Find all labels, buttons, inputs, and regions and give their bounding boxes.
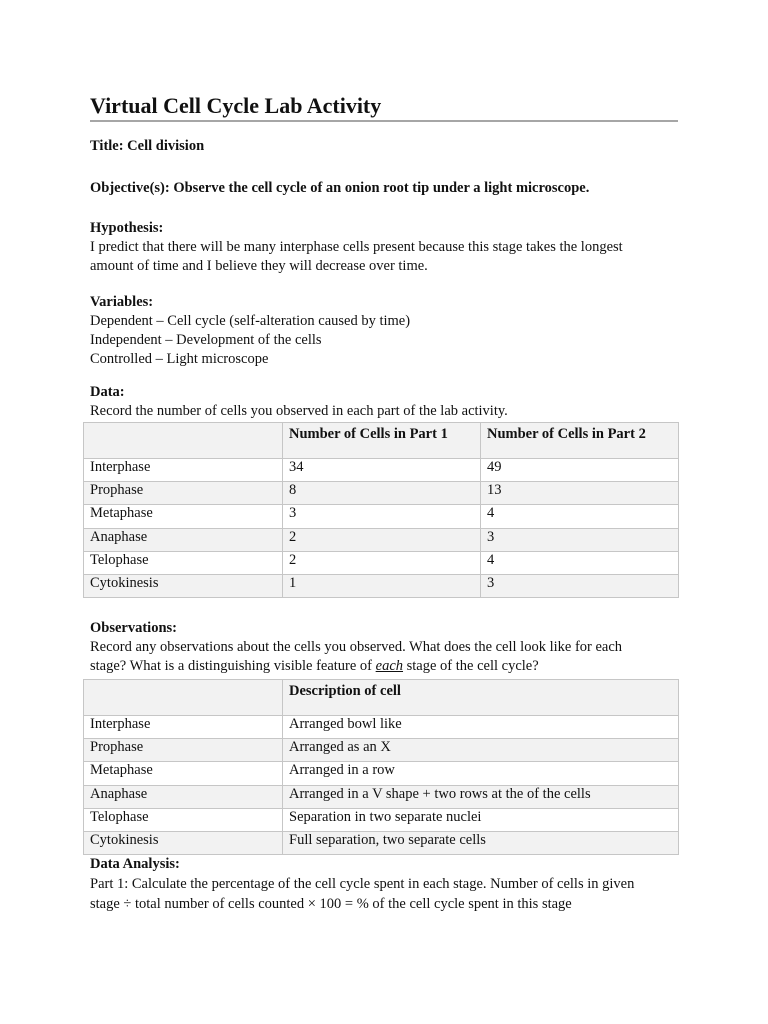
table-row bbox=[84, 575, 679, 598]
count-cell: 4 bbox=[481, 552, 679, 575]
hypothesis-line: amount of time and I believe they will decrease over time. bbox=[90, 258, 428, 274]
table-row bbox=[84, 529, 679, 552]
count-cell: 2 bbox=[283, 529, 481, 552]
table-header-row bbox=[84, 680, 679, 716]
table-header-cell bbox=[84, 680, 283, 716]
table-row bbox=[84, 809, 679, 832]
table-header-cell: Description of cell bbox=[283, 680, 679, 716]
count-cell: 4 bbox=[481, 505, 679, 529]
count-cell: 3 bbox=[481, 575, 679, 598]
document-title: Virtual Cell Cycle Lab Activity bbox=[90, 93, 678, 122]
stage-cell: Metaphase bbox=[84, 505, 283, 529]
data-table bbox=[83, 422, 679, 598]
stage-cell: Anaphase bbox=[84, 529, 283, 552]
stage-cell: Cytokinesis bbox=[84, 575, 283, 598]
observations-table bbox=[83, 679, 679, 855]
hypothesis-section bbox=[90, 219, 680, 276]
stage-cell: Telophase bbox=[84, 552, 283, 575]
description-cell: Arranged in a row bbox=[283, 762, 679, 786]
table-row bbox=[84, 482, 679, 505]
analysis-line: stage ÷ total number of cells counted × 100 = % of the cell cycle spent in this stage bbox=[90, 896, 572, 912]
hypothesis-line: I predict that there will be many interphase cells present because this stage takes the longest bbox=[90, 239, 623, 255]
observations-text: stage? What is a distinguishing visible feature of bbox=[90, 658, 376, 674]
stage-cell: Telophase bbox=[84, 809, 283, 832]
observations-heading: Observations: bbox=[90, 620, 177, 636]
stage-cell: Anaphase bbox=[84, 786, 283, 809]
table-header-cell: Number of Cells in Part 1 bbox=[283, 423, 481, 459]
hypothesis-heading: Hypothesis: bbox=[90, 220, 164, 236]
count-cell: 49 bbox=[481, 459, 679, 482]
count-cell: 2 bbox=[283, 552, 481, 575]
description-cell: Separation in two separate nuclei bbox=[283, 809, 679, 832]
description-cell: Arranged in a V shape + two rows at the of the cells bbox=[283, 786, 679, 809]
variable-independent: Independent – Development of the cells bbox=[90, 332, 322, 348]
observations-section bbox=[90, 619, 680, 676]
variables-section bbox=[90, 293, 680, 369]
variable-dependent: Dependent – Cell cycle (self-alteration caused by time) bbox=[90, 313, 411, 329]
analysis-line: Part 1: Calculate the percentage of the cell cycle spent in each stage. Number of cells in given bbox=[90, 876, 635, 892]
count-cell: 13 bbox=[481, 482, 679, 505]
count-cell: 1 bbox=[283, 575, 481, 598]
stage-cell: Cytokinesis bbox=[84, 832, 283, 855]
table-row bbox=[84, 459, 679, 482]
description-cell: Full separation, two separate cells bbox=[283, 832, 679, 855]
data-instruction: Record the number of cells you observed in each part of the lab activity. bbox=[90, 403, 508, 419]
emphasis-each: each bbox=[375, 658, 404, 674]
variables-heading: Variables: bbox=[90, 294, 154, 310]
count-cell: 3 bbox=[481, 529, 679, 552]
stage-cell: Prophase bbox=[84, 482, 283, 505]
stage-cell: Interphase bbox=[84, 459, 283, 482]
stage-cell: Interphase bbox=[84, 716, 283, 739]
table-header-row bbox=[84, 423, 679, 459]
observations-instruction bbox=[90, 657, 680, 676]
stage-cell: Metaphase bbox=[84, 762, 283, 786]
count-cell: 3 bbox=[283, 505, 481, 529]
observations-instruction: Record any observations about the cells you observed. What does the cell look like for each bbox=[90, 639, 623, 655]
objective-line: Objective(s): Observe the cell cycle of an onion root tip under a light microscope. bbox=[90, 180, 590, 196]
stage-cell: Prophase bbox=[84, 739, 283, 762]
table-row bbox=[84, 739, 679, 762]
table-row bbox=[84, 505, 679, 529]
description-cell: Arranged bowl like bbox=[283, 716, 679, 739]
table-row bbox=[84, 832, 679, 855]
table-row bbox=[84, 552, 679, 575]
table-row bbox=[84, 762, 679, 786]
title-line: Title: Cell division bbox=[90, 138, 205, 154]
count-cell: 8 bbox=[283, 482, 481, 505]
table-header-cell: Number of Cells in Part 2 bbox=[481, 423, 679, 459]
analysis-section bbox=[90, 854, 680, 914]
analysis-heading: Data Analysis: bbox=[90, 856, 180, 872]
table-row bbox=[84, 716, 679, 739]
data-heading: Data: bbox=[90, 384, 125, 400]
description-cell: Arranged as an X bbox=[283, 739, 679, 762]
data-section bbox=[90, 383, 680, 421]
count-cell: 34 bbox=[283, 459, 481, 482]
table-header-cell bbox=[84, 423, 283, 459]
observations-text: stage of the cell cycle? bbox=[403, 658, 539, 674]
table-row bbox=[84, 786, 679, 809]
variable-controlled: Controlled – Light microscope bbox=[90, 351, 269, 367]
